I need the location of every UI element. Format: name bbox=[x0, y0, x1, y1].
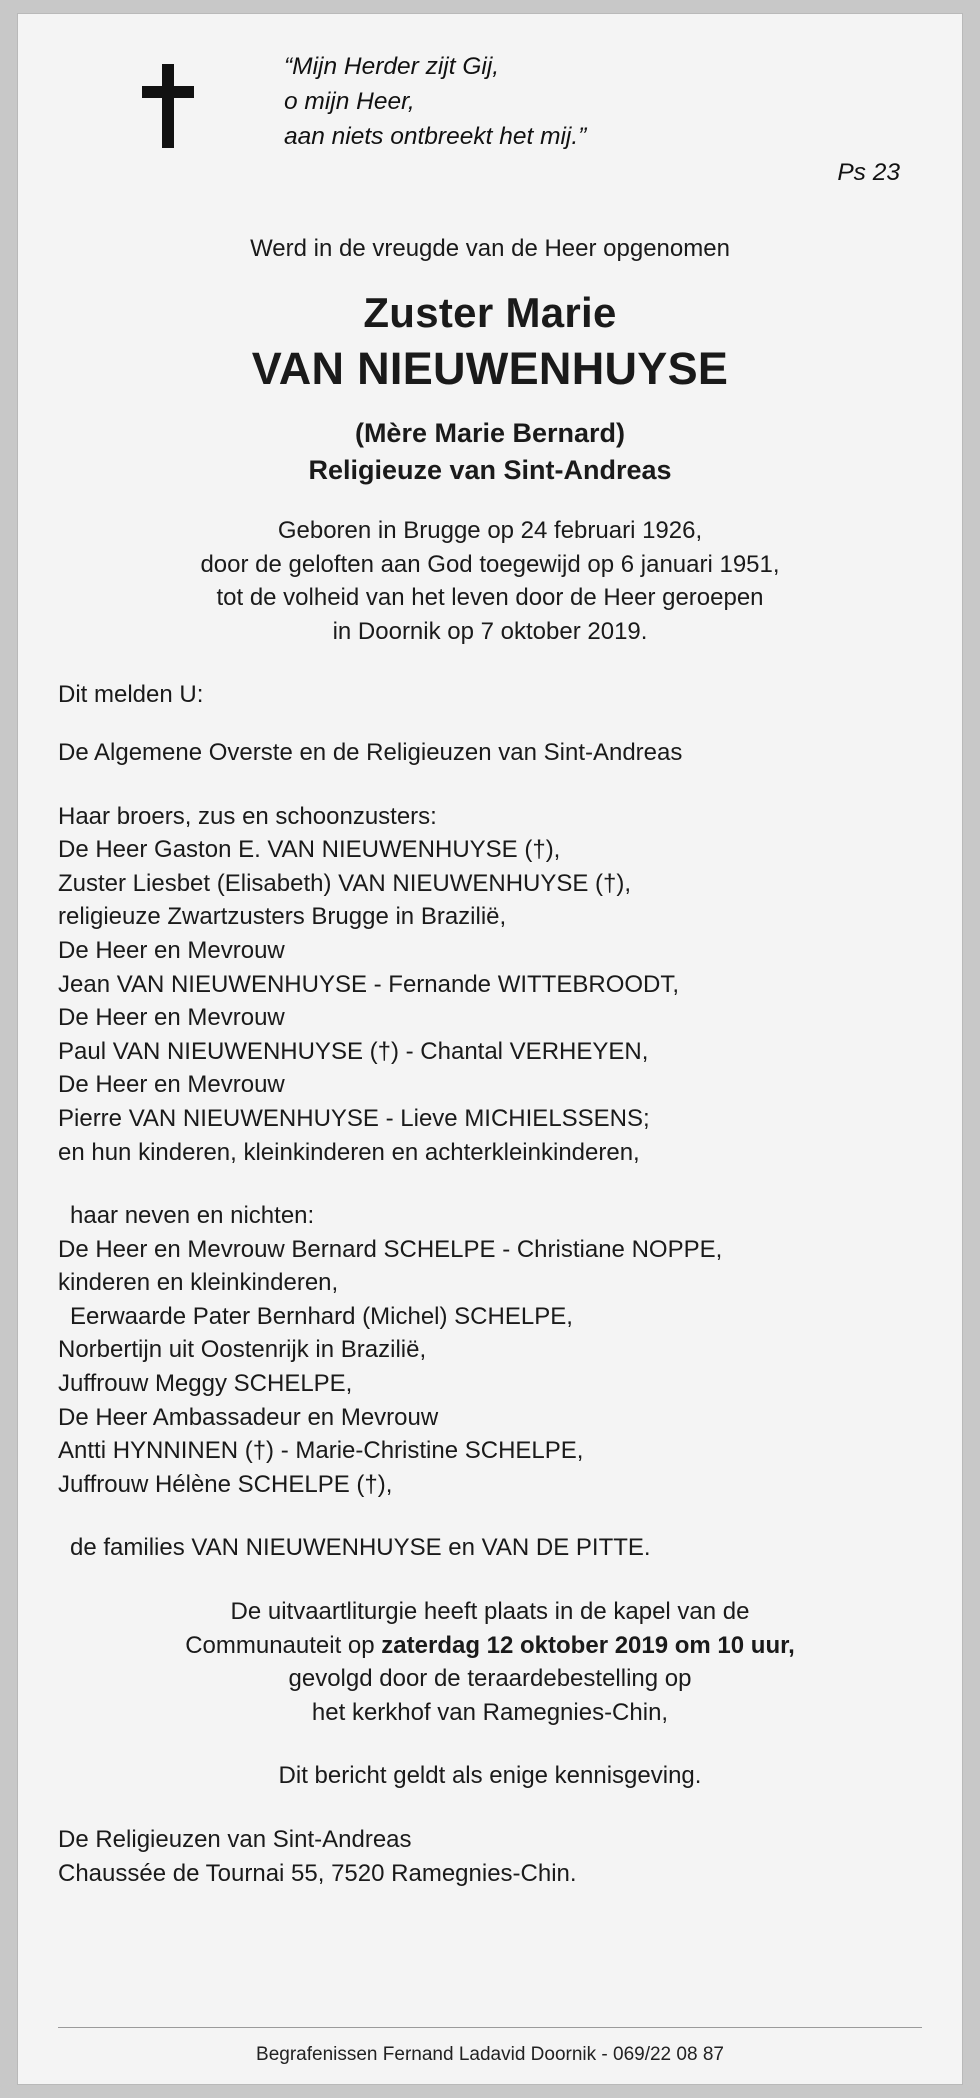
announce-label: Dit melden U: bbox=[58, 681, 204, 709]
footer-divider bbox=[58, 2027, 922, 2028]
address-line-1: De Religieuzen van Sint-Andreas bbox=[58, 1826, 412, 1853]
nephews-list bbox=[58, 1233, 922, 1502]
siblings-list bbox=[58, 833, 922, 1169]
list-item: Paul VAN NIEUWENHUYSE (†) - Chantal VERHEYEN, bbox=[58, 1037, 649, 1065]
list-item: religieuze Zwartzusters Brugge in Brazilië, bbox=[58, 903, 507, 931]
service-datetime: zaterdag 12 oktober 2019 om 10 uur, bbox=[381, 1631, 795, 1659]
list-item: Zuster Liesbet (Elisabeth) VAN NIEUWENHUYSE (†), bbox=[58, 869, 632, 897]
cross-icon-wrap bbox=[58, 50, 278, 148]
list-item: Antti HYNNINEN (†) - Marie-Christine SCHELPE, bbox=[58, 1437, 584, 1465]
list-item: Pierre VAN NIEUWENHUYSE - Lieve MICHIELSSENS; bbox=[58, 1104, 650, 1132]
list-item: De Heer en Mevrouw bbox=[58, 1071, 285, 1099]
list-item: De Heer en Mevrouw Bernard SCHELPE - Christiane NOPPE, bbox=[58, 1235, 723, 1263]
nephews-heading: haar neven en nichten: bbox=[70, 1202, 315, 1230]
life-dates bbox=[58, 514, 922, 648]
intro-text: Werd in de vreugde van de Heer opgenomen bbox=[250, 235, 730, 263]
deceased-first-name: Zuster Marie bbox=[363, 289, 617, 337]
list-item: kinderen en kleinkinderen, bbox=[58, 1269, 339, 1297]
service-line-4: het kerkhof van Ramegnies-Chin, bbox=[311, 1698, 669, 1726]
vows-line: door de geloften aan God toegewijd op 6 januari 1951, bbox=[200, 550, 780, 578]
called-line: tot de volheid van het leven door de Heer geroepen bbox=[216, 584, 764, 612]
died-line: in Doornik op 7 oktober 2019. bbox=[332, 617, 648, 645]
siblings-heading: Haar broers, zus en schoonzusters: bbox=[58, 802, 437, 830]
list-item: De Heer Ambassadeur en Mevrouw bbox=[58, 1403, 439, 1431]
notice-line: Dit bericht geldt als enige kennisgeving. bbox=[278, 1762, 702, 1790]
list-item: en hun kinderen, kleinkinderen en achterkleinkinderen, bbox=[58, 1138, 640, 1166]
cross-icon bbox=[142, 64, 194, 148]
list-item: Jean VAN NIEUWENHUYSE - Fernande WITTEBROODT, bbox=[58, 970, 680, 998]
scripture-quote bbox=[278, 50, 922, 191]
list-item: De Heer en Mevrouw bbox=[58, 1004, 285, 1032]
memorial-card bbox=[18, 14, 962, 2084]
list-item: Norbertijn uit Oostenrijk in Brazilië, bbox=[58, 1336, 427, 1364]
religious-name: (Mère Marie Bernard) bbox=[354, 418, 626, 449]
address-line-2: Chaussée de Tournai 55, 7520 Ramegnies-Chin. bbox=[58, 1859, 577, 1887]
religious-name-block bbox=[58, 415, 922, 488]
superior-line: De Algemene Overste en de Religieuzen van Sint-Andreas bbox=[58, 738, 683, 766]
list-item: Juffrouw Hélène SCHELPE (†), bbox=[58, 1470, 393, 1498]
service-line-2 bbox=[58, 1629, 922, 1663]
families-line: de families VAN NIEUWENHUYSE en VAN DE PITTE. bbox=[70, 1534, 651, 1562]
service-line-2-prefix: Communauteit op bbox=[185, 1631, 382, 1659]
funeral-home-credit: Begrafenissen Fernand Ladavid Doornik - 069/22 08 87 bbox=[256, 2044, 724, 2065]
scripture-line-2: o mijn Heer, bbox=[284, 87, 415, 115]
list-item: Eerwaarde Pater Bernhard (Michel) SCHELPE, bbox=[70, 1302, 573, 1330]
list-item: Juffrouw Meggy SCHELPE, bbox=[58, 1370, 353, 1398]
memorial-content bbox=[18, 14, 962, 2084]
scripture-reference: Ps 23 bbox=[837, 159, 900, 187]
religious-order: Religieuze van Sint-Andreas bbox=[308, 454, 672, 485]
service-line-1: De uitvaartliturgie heeft plaats in de kapel van de bbox=[230, 1598, 750, 1626]
born-line: Geboren in Brugge op 24 februari 1926, bbox=[277, 517, 703, 544]
header-area bbox=[58, 14, 922, 191]
address-block bbox=[58, 1823, 922, 1890]
scripture-line-1: “Mijn Herder zijt Gij, bbox=[284, 53, 500, 80]
list-item: De Heer en Mevrouw bbox=[58, 936, 285, 964]
list-item: De Heer Gaston E. VAN NIEUWENHUYSE (†), bbox=[58, 836, 561, 864]
deceased-last-name: VAN NIEUWENHUYSE bbox=[251, 343, 729, 395]
scripture-line-3: aan niets ontbreekt het mij.” bbox=[284, 122, 587, 150]
service-details bbox=[58, 1595, 922, 1729]
service-line-3: gevolgd door de teraardebestelling op bbox=[288, 1665, 692, 1693]
